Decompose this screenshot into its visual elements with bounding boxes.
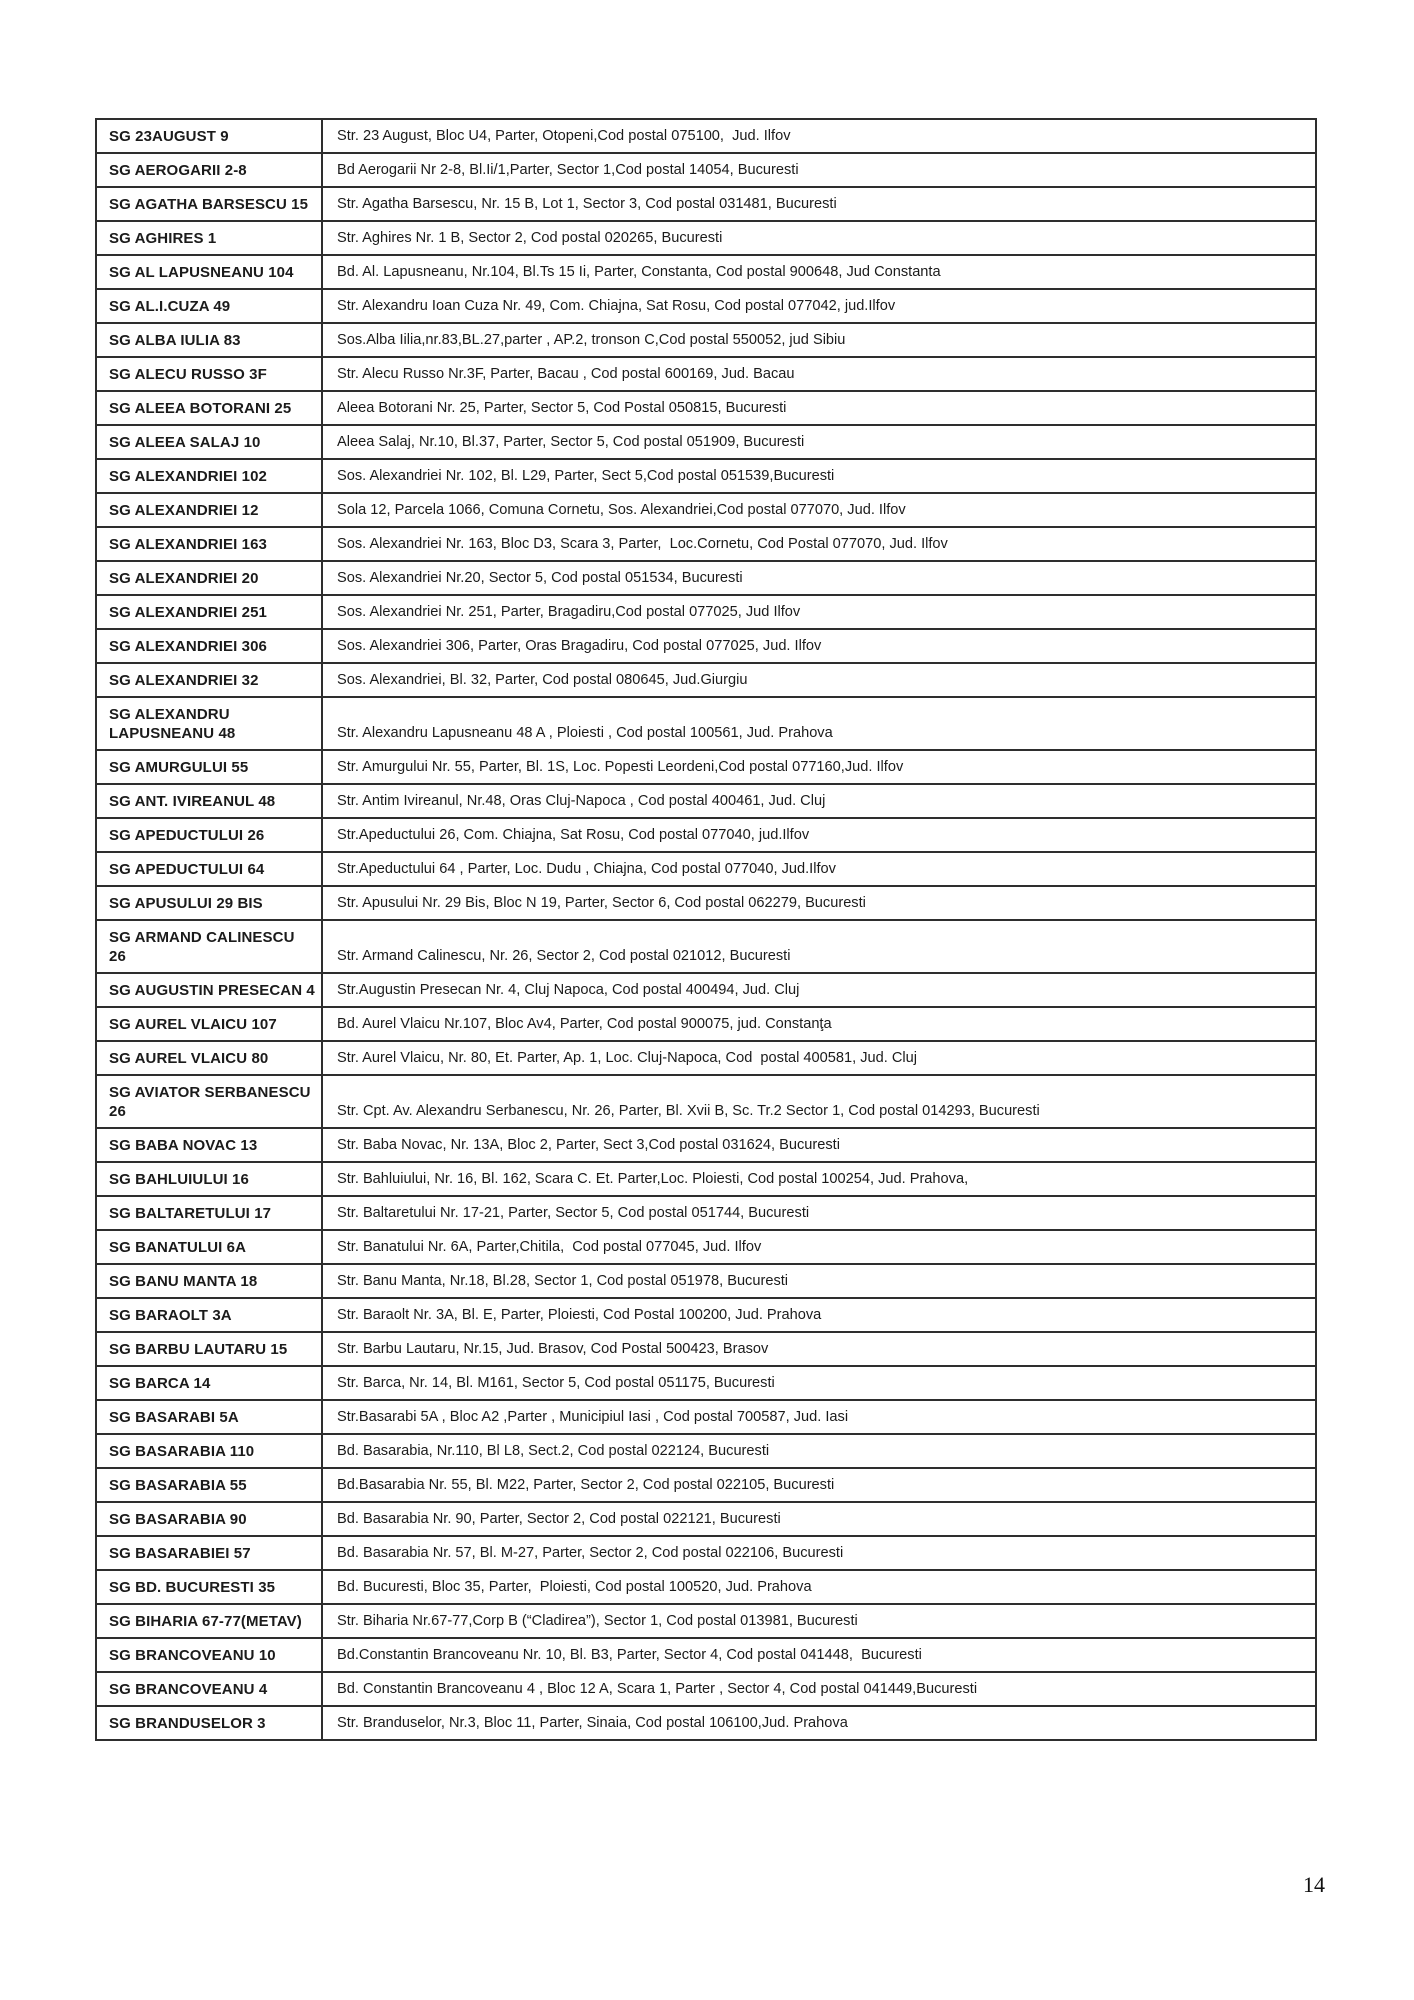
table-row (96, 527, 1316, 561)
branch-name-cell: SG BRANCOVEANU 4 (96, 1672, 322, 1706)
table-row (96, 629, 1316, 663)
branch-name-cell: SG ALEXANDRIEI 32 (96, 663, 322, 697)
branch-name-cell: SG BARBU LAUTARU 15 (96, 1332, 322, 1366)
table-row (96, 1638, 1316, 1672)
branch-name-cell: SG AUGUSTIN PRESECAN 4 (96, 973, 322, 1007)
table-row (96, 1468, 1316, 1502)
branch-name-cell: SG BD. BUCURESTI 35 (96, 1570, 322, 1604)
branch-name-cell: SG ANT. IVIREANUL 48 (96, 784, 322, 818)
table-row (96, 459, 1316, 493)
branch-name-cell: SG AGHIRES 1 (96, 221, 322, 255)
branch-address-cell: Str. Branduselor, Nr.3, Bloc 11, Parter, Sinaia, Cod postal 106100,Jud. Prahova (322, 1706, 1316, 1740)
branch-address-cell: Bd. Bucuresti, Bloc 35, Parter, Ploiesti, Cod postal 100520, Jud. Prahova (322, 1570, 1316, 1604)
branch-address-cell: Str. Barca, Nr. 14, Bl. M161, Sector 5, Cod postal 051175, Bucuresti (322, 1366, 1316, 1400)
branch-name-cell: SG ALEXANDRIEI 306 (96, 629, 322, 663)
branch-name-cell: SG AVIATOR SERBANESCU 26 (96, 1075, 322, 1128)
branch-address-cell: Str. Alexandru Ioan Cuza Nr. 49, Com. Chiajna, Sat Rosu, Cod postal 077042, jud.Ilfov (322, 289, 1316, 323)
branch-address-cell: Str. Barbu Lautaru, Nr.15, Jud. Brasov, Cod Postal 500423, Brasov (322, 1332, 1316, 1366)
branch-name-cell: SG BALTARETULUI 17 (96, 1196, 322, 1230)
table-row (96, 1706, 1316, 1740)
branch-name-cell: SG ALEXANDRIEI 20 (96, 561, 322, 595)
table-row (96, 323, 1316, 357)
table-row (96, 153, 1316, 187)
branch-name-cell: SG ALEEA SALAJ 10 (96, 425, 322, 459)
table-row (96, 1128, 1316, 1162)
table-row (96, 1604, 1316, 1638)
branch-address-table (95, 118, 1317, 1741)
branch-name-cell: SG ALEXANDRIEI 163 (96, 527, 322, 561)
branch-name-cell: SG BASARABIA 55 (96, 1468, 322, 1502)
branch-name-cell: SG BASARABIA 110 (96, 1434, 322, 1468)
branch-address-cell: Str. Banu Manta, Nr.18, Bl.28, Sector 1, Cod postal 051978, Bucuresti (322, 1264, 1316, 1298)
branch-address-cell: Bd. Al. Lapusneanu, Nr.104, Bl.Ts 15 Ii, Parter, Constanta, Cod postal 900648, Jud Constanta (322, 255, 1316, 289)
branch-address-cell: Bd. Basarabia Nr. 90, Parter, Sector 2, Cod postal 022121, Bucuresti (322, 1502, 1316, 1536)
branch-address-cell: Str. Aurel Vlaicu, Nr. 80, Et. Parter, Ap. 1, Loc. Cluj-Napoca, Cod postal 400581, Jud. Cluj (322, 1041, 1316, 1075)
branch-name-cell: SG BASARABIA 90 (96, 1502, 322, 1536)
branch-address-cell: Str. Antim Ivireanul, Nr.48, Oras Cluj-Napoca , Cod postal 400461, Jud. Cluj (322, 784, 1316, 818)
table-row (96, 818, 1316, 852)
table-row (96, 1536, 1316, 1570)
table-row (96, 920, 1316, 973)
table-row (96, 1502, 1316, 1536)
branch-name-cell: SG APUSULUI 29 BIS (96, 886, 322, 920)
table-row (96, 697, 1316, 750)
branch-address-cell: Str. Amurgului Nr. 55, Parter, Bl. 1S, Loc. Popesti Leordeni,Cod postal 077160,Jud. Ilfov (322, 750, 1316, 784)
branch-name-cell: SG BARAOLT 3A (96, 1298, 322, 1332)
branch-address-cell: Sos. Alexandriei Nr. 102, Bl. L29, Parter, Sect 5,Cod postal 051539,Bucuresti (322, 459, 1316, 493)
table-row (96, 561, 1316, 595)
branch-name-cell: SG 23AUGUST 9 (96, 119, 322, 153)
branch-name-cell: SG ALECU RUSSO 3F (96, 357, 322, 391)
branch-name-cell: SG BABA NOVAC 13 (96, 1128, 322, 1162)
table-row (96, 1332, 1316, 1366)
branch-name-cell: SG ALEXANDRIEI 251 (96, 595, 322, 629)
branch-name-cell: SG AL.I.CUZA 49 (96, 289, 322, 323)
page-number: 14 (1303, 1872, 1325, 1897)
branch-name-cell: SG APEDUCTULUI 64 (96, 852, 322, 886)
branch-name-cell: SG BAHLUIULUI 16 (96, 1162, 322, 1196)
branch-name-cell: SG APEDUCTULUI 26 (96, 818, 322, 852)
branch-address-cell: Str. Alexandru Lapusneanu 48 A , Ploiesti , Cod postal 100561, Jud. Prahova (322, 697, 1316, 750)
table-row (96, 973, 1316, 1007)
branch-address-cell: Bd. Basarabia, Nr.110, Bl L8, Sect.2, Cod postal 022124, Bucuresti (322, 1434, 1316, 1468)
table-row (96, 119, 1316, 153)
table-row (96, 1400, 1316, 1434)
branch-name-cell: SG AUREL VLAICU 80 (96, 1041, 322, 1075)
table-row (96, 1230, 1316, 1264)
branch-address-cell: Str. Armand Calinescu, Nr. 26, Sector 2, Cod postal 021012, Bucuresti (322, 920, 1316, 973)
branch-name-cell: SG BIHARIA 67-77(METAV) (96, 1604, 322, 1638)
table-row (96, 784, 1316, 818)
table-row (96, 1264, 1316, 1298)
branch-address-cell: Bd. Aurel Vlaicu Nr.107, Bloc Av4, Parter, Cod postal 900075, jud. Constanţa (322, 1007, 1316, 1041)
branch-name-cell: SG ALEXANDRU LAPUSNEANU 48 (96, 697, 322, 750)
branch-address-cell: Str. Cpt. Av. Alexandru Serbanescu, Nr. 26, Parter, Bl. Xvii B, Sc. Tr.2 Sector 1, Cod postal 014293, Bucuresti (322, 1075, 1316, 1128)
branch-name-cell: SG ALEEA BOTORANI 25 (96, 391, 322, 425)
branch-address-cell: Str.Augustin Presecan Nr. 4, Cluj Napoca, Cod postal 400494, Jud. Cluj (322, 973, 1316, 1007)
table-row (96, 1007, 1316, 1041)
table-row (96, 1075, 1316, 1128)
branch-name-cell: SG BANU MANTA 18 (96, 1264, 322, 1298)
branch-address-cell: Str. Biharia Nr.67-77,Corp B (“Cladirea”), Sector 1, Cod postal 013981, Bucuresti (322, 1604, 1316, 1638)
branch-name-cell: SG BARCA 14 (96, 1366, 322, 1400)
branch-address-cell: Sos.Alba Iilia,nr.83,BL.27,parter , AP.2, tronson C,Cod postal 550052, jud Sibiu (322, 323, 1316, 357)
table-row (96, 425, 1316, 459)
branch-address-cell: Sos. Alexandriei, Bl. 32, Parter, Cod postal 080645, Jud.Giurgiu (322, 663, 1316, 697)
branch-name-cell: SG AEROGARII 2-8 (96, 153, 322, 187)
table-row (96, 1672, 1316, 1706)
branch-name-cell: SG ARMAND CALINESCU 26 (96, 920, 322, 973)
table-row (96, 221, 1316, 255)
branch-name-cell: SG AGATHA BARSESCU 15 (96, 187, 322, 221)
branch-name-cell: SG BRANDUSELOR 3 (96, 1706, 322, 1740)
table-row (96, 357, 1316, 391)
branch-name-cell: SG AL LAPUSNEANU 104 (96, 255, 322, 289)
branch-address-cell: Str. Baba Novac, Nr. 13A, Bloc 2, Parter, Sect 3,Cod postal 031624, Bucuresti (322, 1128, 1316, 1162)
branch-table-body (96, 119, 1316, 1740)
table-row (96, 1041, 1316, 1075)
branch-address-cell: Str. Aghires Nr. 1 B, Sector 2, Cod postal 020265, Bucuresti (322, 221, 1316, 255)
branch-address-cell: Str. Apusului Nr. 29 Bis, Bloc N 19, Parter, Sector 6, Cod postal 062279, Bucuresti (322, 886, 1316, 920)
table-row (96, 595, 1316, 629)
branch-address-cell: Sos. Alexandriei Nr. 251, Parter, Bragadiru,Cod postal 077025, Jud Ilfov (322, 595, 1316, 629)
branch-address-cell: Str. Alecu Russo Nr.3F, Parter, Bacau , Cod postal 600169, Jud. Bacau (322, 357, 1316, 391)
branch-address-cell: Sos. Alexandriei Nr. 163, Bloc D3, Scara 3, Parter, Loc.Cornetu, Cod Postal 077070, Jud. Ilfov (322, 527, 1316, 561)
branch-address-cell: Sos. Alexandriei Nr.20, Sector 5, Cod postal 051534, Bucuresti (322, 561, 1316, 595)
branch-name-cell: SG BASARABI 5A (96, 1400, 322, 1434)
branch-name-cell: SG BANATULUI 6A (96, 1230, 322, 1264)
branch-address-cell: Bd. Constantin Brancoveanu 4 , Bloc 12 A, Scara 1, Parter , Sector 4, Cod postal 041449,Bucuresti (322, 1672, 1316, 1706)
table-row (96, 663, 1316, 697)
branch-address-cell: Bd.Constantin Brancoveanu Nr. 10, Bl. B3, Parter, Sector 4, Cod postal 041448, Bucuresti (322, 1638, 1316, 1672)
table-row (96, 886, 1316, 920)
branch-address-cell: Aleea Botorani Nr. 25, Parter, Sector 5, Cod Postal 050815, Bucuresti (322, 391, 1316, 425)
table-row (96, 187, 1316, 221)
branch-address-cell: Str. Baraolt Nr. 3A, Bl. E, Parter, Ploiesti, Cod Postal 100200, Jud. Prahova (322, 1298, 1316, 1332)
branch-name-cell: SG ALEXANDRIEI 12 (96, 493, 322, 527)
branch-name-cell: SG ALEXANDRIEI 102 (96, 459, 322, 493)
branch-address-cell: Str.Basarabi 5A , Bloc A2 ,Parter , Municipiul Iasi , Cod postal 700587, Jud. Iasi (322, 1400, 1316, 1434)
branch-address-cell: Aleea Salaj, Nr.10, Bl.37, Parter, Sector 5, Cod postal 051909, Bucuresti (322, 425, 1316, 459)
table-row (96, 255, 1316, 289)
table-row (96, 1366, 1316, 1400)
branch-address-cell: Bd.Basarabia Nr. 55, Bl. M22, Parter, Sector 2, Cod postal 022105, Bucuresti (322, 1468, 1316, 1502)
table-row (96, 289, 1316, 323)
branch-address-cell: Bd. Basarabia Nr. 57, Bl. M-27, Parter, Sector 2, Cod postal 022106, Bucuresti (322, 1536, 1316, 1570)
branch-address-cell: Str. Agatha Barsescu, Nr. 15 B, Lot 1, Sector 3, Cod postal 031481, Bucuresti (322, 187, 1316, 221)
branch-name-cell: SG BASARABIEI 57 (96, 1536, 322, 1570)
table-row (96, 1162, 1316, 1196)
table-row (96, 852, 1316, 886)
branch-name-cell: SG AUREL VLAICU 107 (96, 1007, 322, 1041)
table-row (96, 750, 1316, 784)
branch-address-cell: Str. 23 August, Bloc U4, Parter, Otopeni,Cod postal 075100, Jud. Ilfov (322, 119, 1316, 153)
table-row (96, 1196, 1316, 1230)
branch-address-cell: Str. Baltaretului Nr. 17-21, Parter, Sector 5, Cod postal 051744, Bucuresti (322, 1196, 1316, 1230)
branch-name-cell: SG AMURGULUI 55 (96, 750, 322, 784)
table-row (96, 1298, 1316, 1332)
table-row (96, 391, 1316, 425)
branch-address-cell: Str.Apeductului 64 , Parter, Loc. Dudu , Chiajna, Cod postal 077040, Jud.Ilfov (322, 852, 1316, 886)
table-row (96, 1570, 1316, 1604)
table-row (96, 493, 1316, 527)
table-row (96, 1434, 1316, 1468)
branch-name-cell: SG BRANCOVEANU 10 (96, 1638, 322, 1672)
branch-address-cell: Str. Banatului Nr. 6A, Parter,Chitila, Cod postal 077045, Jud. Ilfov (322, 1230, 1316, 1264)
branch-name-cell: SG ALBA IULIA 83 (96, 323, 322, 357)
branch-address-cell: Sola 12, Parcela 1066, Comuna Cornetu, Sos. Alexandriei,Cod postal 077070, Jud. Ilfov (322, 493, 1316, 527)
branch-address-cell: Str. Bahluiului, Nr. 16, Bl. 162, Scara C. Et. Parter,Loc. Ploiesti, Cod postal 100254, Jud. Prahova, (322, 1162, 1316, 1196)
branch-address-cell: Str.Apeductului 26, Com. Chiajna, Sat Rosu, Cod postal 077040, jud.Ilfov (322, 818, 1316, 852)
branch-address-cell: Sos. Alexandriei 306, Parter, Oras Bragadiru, Cod postal 077025, Jud. Ilfov (322, 629, 1316, 663)
branch-address-cell: Bd Aerogarii Nr 2-8, Bl.Ii/1,Parter, Sector 1,Cod postal 14054, Bucuresti (322, 153, 1316, 187)
